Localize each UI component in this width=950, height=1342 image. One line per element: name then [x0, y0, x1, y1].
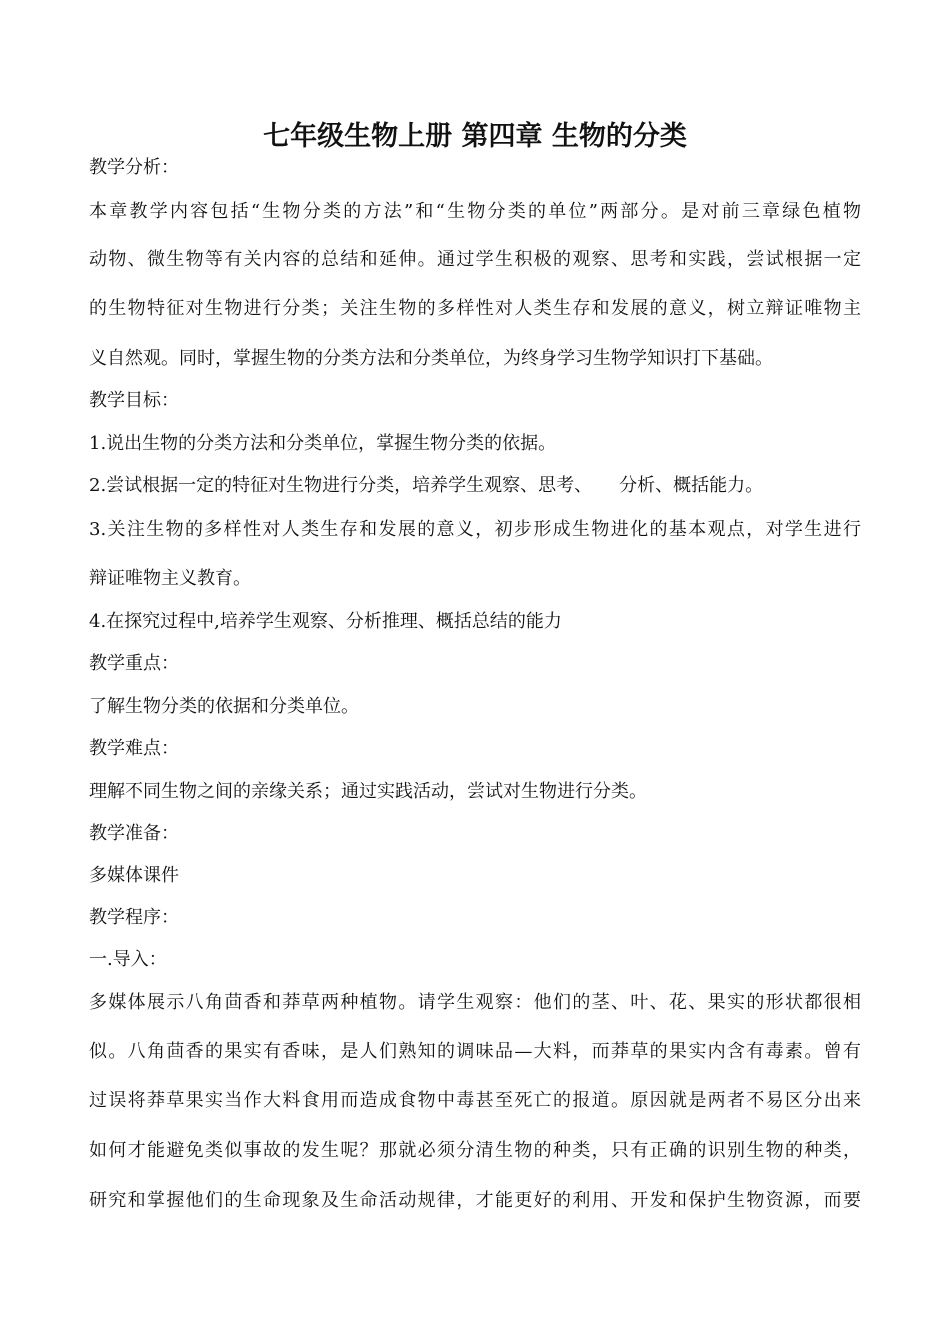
paragraph-line: 多媒体展示八角茴香和莽草两种植物。请学生观察：他们的茎、叶、花、果实的形状都很相	[89, 992, 861, 1013]
paragraph-line: 如何才能避免类似事故的发生呢？那就必须分清生物的种类，只有正确的识别生物的种类，	[89, 1140, 861, 1161]
section-heading-goals: 教学目标：	[89, 390, 179, 411]
paragraph-line: 的生物特征对生物进行分类；关注生物的多样性对人类生存和发展的意义，树立辩证唯物主	[89, 298, 861, 319]
paragraph-line: 研究和掌握他们的生命现象及生命活动规律，才能更好的利用、开发和保护生物资源，而要	[89, 1190, 861, 1211]
goal-item: 3.关注生物的多样性对人类生存和发展的意义，初步形成生物进化的基本观点，对学生进行	[89, 519, 861, 540]
goal-item-continuation: 辩证唯物主义教育。	[89, 568, 251, 589]
page-title: 七年级生物上册 第四章 生物的分类	[263, 121, 687, 152]
paragraph-line: 本章教学内容包括“生物分类的方法”和“生物分类的单位”两部分。是对前三章绿色植物	[89, 201, 861, 222]
section-heading-key-points: 教学重点：	[89, 653, 179, 674]
paragraph-line: 动物、微生物等有关内容的总结和延伸。通过学生积极的观察、思考和实践，尝试根据一定	[89, 249, 861, 270]
subsection-heading-intro: 一.导入：	[89, 949, 167, 970]
section-heading-preparation: 教学准备：	[89, 823, 179, 844]
paragraph-line: 似。八角茴香的果实有香味，是人们熟知的调味品—大料，而莽草的果实内含有毒素。曾有	[89, 1041, 861, 1062]
paragraph-line: 过误将莽草果实当作大料食用而造成食物中毒甚至死亡的报道。原因就是两者不易区分出来	[89, 1090, 861, 1111]
section-heading-procedure: 教学程序：	[89, 907, 179, 928]
paragraph-line: 理解不同生物之间的亲缘关系；通过实践活动，尝试对生物进行分类。	[89, 781, 647, 802]
goal-item: 1.说出生物的分类方法和分类单位，掌握生物分类的依据。	[89, 433, 557, 454]
paragraph-line: 多媒体课件	[89, 865, 179, 886]
section-heading-analysis: 教学分析：	[89, 157, 179, 178]
goal-item: 4.在探究过程中,培养学生观察、分析推理、概括总结的能力	[89, 611, 562, 632]
goal-item: 2.尝试根据一定的特征对生物进行分类，培养学生观察、思考、 分析、概括能力。	[89, 475, 764, 496]
paragraph-line: 义自然观。同时，掌握生物的分类方法和分类单位，为终身学习生物学知识打下基础。	[89, 348, 773, 369]
section-heading-difficulties: 教学难点：	[89, 738, 179, 759]
paragraph-line: 了解生物分类的依据和分类单位。	[89, 696, 359, 717]
